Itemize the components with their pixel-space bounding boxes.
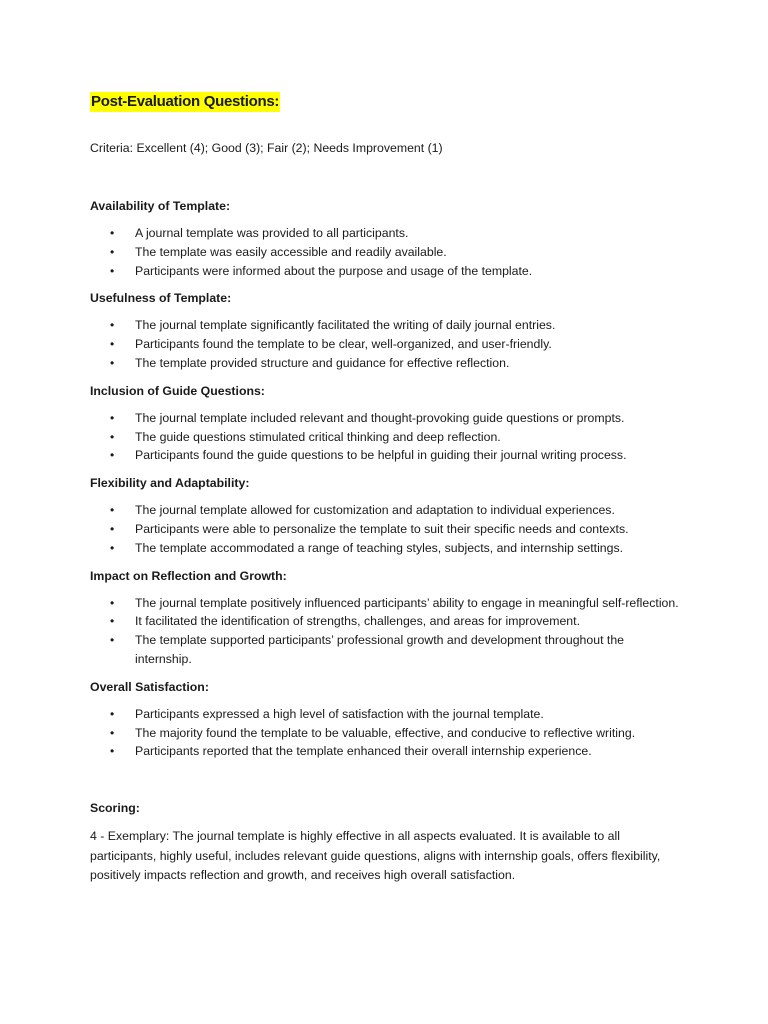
bullet-item [90,262,680,281]
bullet-item [90,335,680,354]
evaluation-sections [90,197,680,761]
bullet-text: Participants found the guide questions to be helpful in guiding their journal writing process. [135,448,627,463]
bullet-icon: • [110,263,115,278]
bullet-icon: • [110,410,115,425]
bullet-text: Participants were able to personalize the template to suit their specific needs and contexts. [135,521,629,536]
scoring-section [90,799,680,885]
bullet-item [90,428,680,447]
bullet-item [90,316,680,335]
bullet-icon: • [110,503,115,518]
bullet-item [90,705,680,724]
evaluation-section [90,474,680,557]
bullet-list [90,705,680,761]
bullet-text: The template provided structure and guidance for effective reflection. [135,355,510,370]
bullet-icon: • [110,318,115,333]
bullet-item [90,501,680,520]
scoring-text: 4 - Exemplary: The journal template is highly effective in all aspects evaluated. It is available to all participants, highly useful, includes relevant guide questions, aligns with internship goals, offers flexibility, positively impacts reflection and growth, and receives high overall satisfaction. [90,829,661,882]
bullet-icon: • [110,448,115,463]
section-heading: Availability of Template: [90,199,231,213]
bullet-icon: • [110,226,115,240]
bullet-item [90,409,680,428]
bullet-text: Participants were informed about the purpose and usage of the template. [135,263,533,278]
bullet-item [90,520,680,539]
bullet-icon: • [110,244,115,259]
bullet-list [90,316,680,372]
bullet-icon: • [110,540,115,555]
bullet-item [90,243,680,262]
bullet-text: The template accommodated a range of teaching styles, subjects, and internship settings. [135,540,624,555]
bullet-item [90,539,680,558]
bullet-text: The template supported participants’ professional growth and development throughout the internship. [135,633,624,666]
bullet-text: It facilitated the identification of strengths, challenges, and areas for improvement. [135,614,580,629]
evaluation-section [90,197,680,280]
bullet-item [90,594,680,613]
bullet-text: A journal template was provided to all participants. [135,226,409,240]
document-page [90,92,680,885]
bullet-item [90,631,680,669]
evaluation-section [90,678,680,761]
document-title-wrapper [90,92,680,112]
evaluation-section [90,289,680,372]
section-heading: Usefulness of Template: [90,291,232,306]
bullet-icon: • [110,355,115,370]
bullet-text: Participants reported that the template enhanced their overall internship experience. [135,744,592,759]
bullet-icon: • [110,595,115,610]
bullet-list [90,594,680,669]
section-heading: Inclusion of Guide Questions: [90,383,265,398]
bullet-list [90,501,680,557]
bullet-icon: • [110,429,115,444]
bullet-icon: • [110,744,115,759]
bullet-icon: • [110,725,115,740]
bullet-icon: • [110,706,115,721]
bullet-text: The journal template positively influenced participants’ ability to engage in meaningful self-reflection. [135,595,679,610]
bullet-icon: • [110,521,115,536]
bullet-item [90,724,680,743]
bullet-icon: • [110,614,115,629]
bullet-item [90,224,680,243]
bullet-icon: • [110,337,115,352]
bullet-list [90,224,680,280]
bullet-item [90,742,680,761]
bullet-item [90,612,680,631]
bullet-icon: • [110,633,115,648]
bullet-text: Participants expressed a high level of satisfaction with the journal template. [135,706,544,721]
evaluation-section [90,567,680,669]
bullet-text: Participants found the template to be clear, well-organized, and user-friendly. [135,337,552,352]
evaluation-section [90,382,680,465]
section-heading: Overall Satisfaction: [90,679,209,694]
bullet-text: The journal template allowed for customization and adaptation to individual experiences. [135,503,615,518]
bullet-text: The journal template significantly facilitated the writing of daily journal entries. [135,318,556,333]
bullet-text: The majority found the template to be valuable, effective, and conducive to reflective writing. [135,725,636,740]
section-heading: Flexibility and Adaptability: [90,476,250,491]
bullet-text: The journal template included relevant and thought-provoking guide questions or prompts. [135,410,625,425]
criteria-text: Criteria: Excellent (4); Good (3); Fair (2); Needs Improvement (1) [90,141,443,155]
bullet-text: The guide questions stimulated critical thinking and deep reflection. [135,429,501,444]
bullet-list [90,409,680,465]
section-heading: Impact on Reflection and Growth: [90,568,287,583]
scoring-heading: Scoring: [90,801,140,816]
bullet-text: The template was easily accessible and readily available. [135,244,447,259]
document-title: Post-Evaluation Questions: [91,93,280,110]
bullet-item [90,446,680,465]
bullet-item [90,354,680,373]
